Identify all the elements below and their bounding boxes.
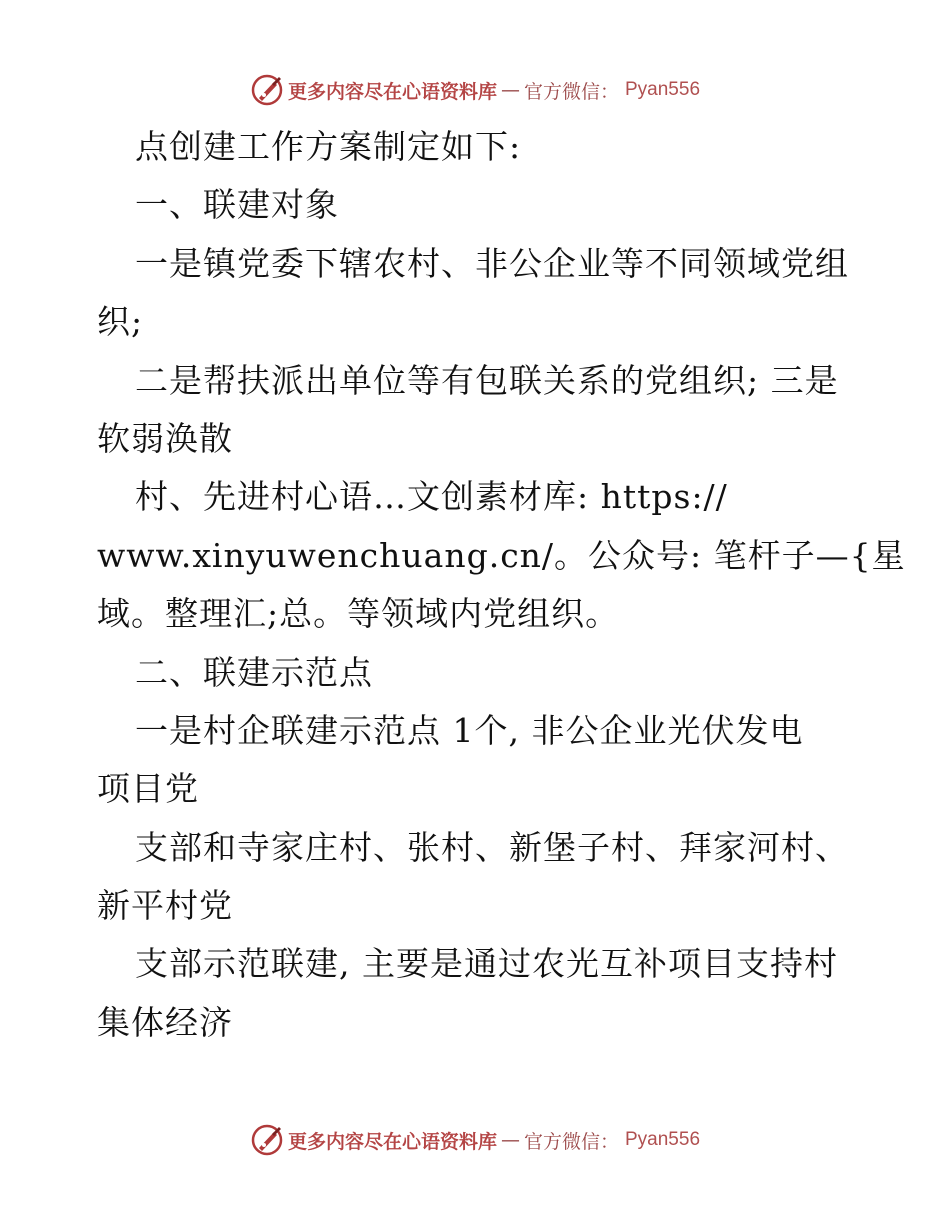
- header-separator: —: [500, 79, 520, 101]
- body-line: 软弱涣散: [97, 418, 233, 458]
- footer-brand: 更多内容尽在心语资料库: [287, 1130, 497, 1153]
- body-line: 一是镇党委下辖农村、非公企业等不同领域党组: [135, 243, 849, 283]
- pen-nib-logo-icon: [250, 1123, 284, 1157]
- footer-banner: [0, 1120, 950, 1160]
- header-wechat-label: 官方微信：: [523, 80, 619, 103]
- body-line: 支部和寺家庄村、张村、新堡子村、拜家河村、: [135, 827, 849, 867]
- footer-separator: —: [500, 1129, 520, 1151]
- footer-wechat-label: 官方微信：: [523, 1130, 619, 1153]
- pen-nib-logo-icon: [250, 73, 284, 107]
- body-line: 集体经济: [97, 1002, 233, 1042]
- body-line: 项目党: [97, 769, 199, 809]
- document-body: [97, 118, 906, 1052]
- body-line: 域。整理汇;总。等领域内党组织。: [97, 594, 620, 634]
- section-heading: 一、联建对象: [135, 185, 339, 225]
- section-heading: 二、联建示范点: [135, 652, 373, 692]
- body-line: 二是帮扶派出单位等有包联关系的党组织; 三是: [135, 360, 839, 400]
- footer-handle: Pyan556: [625, 1129, 701, 1150]
- body-line: 织;: [97, 302, 144, 342]
- header-banner: [0, 70, 950, 110]
- header-handle: Pyan556: [625, 79, 701, 100]
- body-line: 村、先进村心语…文创素材库: https://: [135, 477, 728, 517]
- body-line: 新平村党: [97, 886, 233, 926]
- header-brand: 更多内容尽在心语资料库: [287, 80, 497, 103]
- body-line: 一是村企联建示范点 1个, 非公企业光伏发电: [135, 710, 804, 750]
- body-line: www.xinyuwenchuang.cn/。公众号: 笔杆子—{星: [97, 535, 906, 575]
- body-line: 支部示范联建, 主要是通过农光互补项目支持村: [135, 944, 838, 984]
- body-line: 点创建工作方案制定如下:: [135, 127, 522, 166]
